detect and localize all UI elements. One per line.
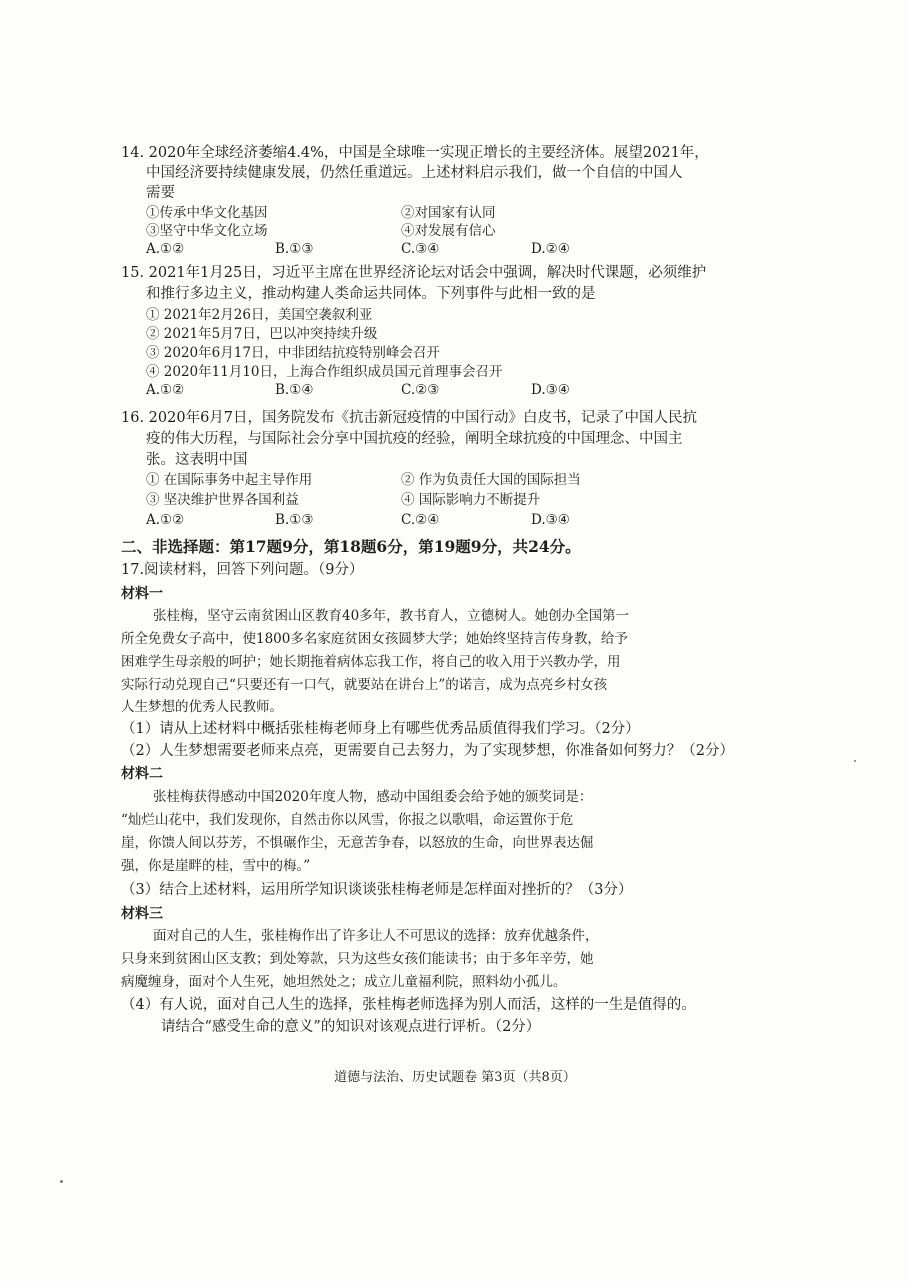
material-3-line: 面对自己的人生，张桂梅作出了许多让人不可思议的选择：放弃优越条件，: [153, 928, 599, 944]
q16-item-4: ④ 国际影响力不断提升: [401, 492, 541, 508]
q14-option-c: C.③④: [401, 241, 440, 257]
q14-stem-line2: 中国经济要持续健康发展，仍然任重道远。上述材料启示我们，做一个自信的中国人: [146, 165, 683, 181]
q14-stem-line3: 需要: [146, 185, 175, 201]
q14-option-a: A.①②: [146, 241, 185, 257]
q14-item-3: ③坚守中华文化立场: [146, 223, 268, 239]
q16-option-c: C.②④: [401, 512, 440, 528]
q16-option-a: A.①②: [146, 512, 185, 528]
material-2-line: 崖，你馈人间以芬芳，不惧碾作尘，无意苦争春，以怒放的生命，向世界表达倔: [121, 835, 594, 851]
q15-item-4: ④ 2020年11月10日，上海合作组织成员国元首理事会召开: [146, 364, 503, 380]
q14-option-b: B.①③: [275, 241, 314, 257]
q15-option-b: B.①④: [275, 382, 314, 398]
q16-item-3: ③ 坚决维护世界各国利益: [146, 492, 299, 508]
material-1-line: 张桂梅，坚守云南贫困山区教育40多年，教书育人，立德树人。她创办全国第一: [153, 608, 630, 624]
q17-sub-1: （1）请从上述材料中概括张桂梅老师身上有哪些优秀品质值得我们学习。（2分）: [121, 721, 640, 737]
scan-speck: [60, 1180, 63, 1183]
material-1-line: 人生梦想的优秀人民教师。: [121, 699, 283, 715]
q16-stem-line2: 疫的伟大历程，与国际社会分享中国抗疫的经验，阐明全球抗疫的中国理念、中国主: [146, 431, 683, 447]
material-2-title: 材料二: [121, 766, 163, 782]
q14-option-d: D.②④: [531, 241, 570, 257]
material-1-line: 实际行动兑现自己“只要还有一口气，就要站在讲台上”的诺言，成为点亮乡村女孩: [121, 677, 608, 693]
q15-stem-line2: 和推行多边主义，推动构建人类命运共同体。下列事件与此相一致的是: [146, 286, 596, 302]
material-3-line: 病魔缠身，面对个人生死，她坦然处之；成立儿童福利院，照料幼小孤儿。: [121, 974, 567, 990]
q15-item-3: ③ 2020年6月17日，中非团结抗疫特别峰会召开: [146, 345, 440, 361]
q14-item-2: ②对国家有认同: [401, 205, 496, 221]
q16-option-d: D.③④: [531, 512, 570, 528]
q15-item-1: ① 2021年2月26日，美国空袭叙利亚: [146, 307, 373, 323]
q14-item-4: ④对发展有信心: [401, 223, 496, 239]
q15-option-c: C.②③: [401, 382, 440, 398]
q14-item-1: ①传承中华文化基因: [146, 205, 268, 221]
q16-stem-line3: 张。这表明中国: [146, 452, 248, 468]
material-1-line: 困难学生母亲般的呵护；她长期拖着病体忘我工作，将自己的收入用于兴教办学，用: [121, 654, 621, 670]
material-3-line: 只身来到贫困山区支教；到处筹款，只为这些女孩们能读书；由于多年辛劳，她: [121, 951, 594, 967]
q16-option-b: B.①③: [275, 512, 314, 528]
material-2-line: “灿烂山花中，我们发现你，自然击你以风雪，你报之以歌唱，命运置你于危: [121, 812, 574, 828]
material-1-title: 材料一: [121, 586, 163, 602]
q16-item-2: ② 作为负责任大国的国际担当: [401, 472, 581, 488]
page-footer: 道德与法治、历史试题卷 第3页（共8页）: [334, 1070, 576, 1085]
q16-stem-line1: 16. 2020年6月7日，国务院发布《抗击新冠疫情的中国行动》白皮书，记录了中国人民抗: [121, 410, 698, 426]
q16-item-1: ① 在国际事务中起主导作用: [146, 472, 313, 488]
q15-option-a: A.①②: [146, 382, 185, 398]
q17-sub-4-line2: 请结合“感受生命的意义”的知识对该观点进行评析。（2分）: [161, 1019, 541, 1035]
q15-item-2: ② 2021年5月7日，巴以冲突持续升级: [146, 326, 378, 342]
q14-stem-line1: 14. 2020年全球经济萎缩4.4%，中国是全球唯一实现正增长的主要经济体。展望2021年，: [121, 145, 709, 161]
q15-stem-line1: 15. 2021年1月25日，习近平主席在世界经济论坛对话会中强调，解决时代课题，必须维护: [121, 265, 707, 281]
material-2-line: 强，你是崖畔的桂，雪中的梅。”: [121, 858, 311, 874]
q15-option-d: D.③④: [531, 382, 570, 398]
material-1-line: 所全免费女子高中，使1800多名家庭贫困女孩圆梦大学；她始终坚持言传身教，给予: [121, 631, 628, 647]
q17-sub-2: （2）人生梦想需要老师来点亮，更需要自己去努力，为了实现梦想，你准备如何努力？（2分）: [121, 743, 734, 759]
material-2-line: 张桂梅获得感动中国2020年度人物，感动中国组委会给予她的颁奖词是：: [153, 789, 593, 805]
section-2-heading: 二、非选择题：第17题9分，第18题6分，第19题9分，共24分。: [121, 537, 581, 556]
q17-sub-4-line1: （4）有人说，面对自己人生的选择，张桂梅老师选择为别人而活，这样的一生是值得的。: [121, 997, 696, 1013]
q17-sub-3: （3）结合上述材料，运用所学知识谈谈张桂梅老师是怎样面对挫折的？（3分）: [121, 882, 633, 898]
scan-speck: [854, 760, 856, 762]
material-3-title: 材料三: [121, 906, 163, 922]
q17-stem: 17.阅读材料，回答下列问题。（9分）: [121, 562, 364, 578]
